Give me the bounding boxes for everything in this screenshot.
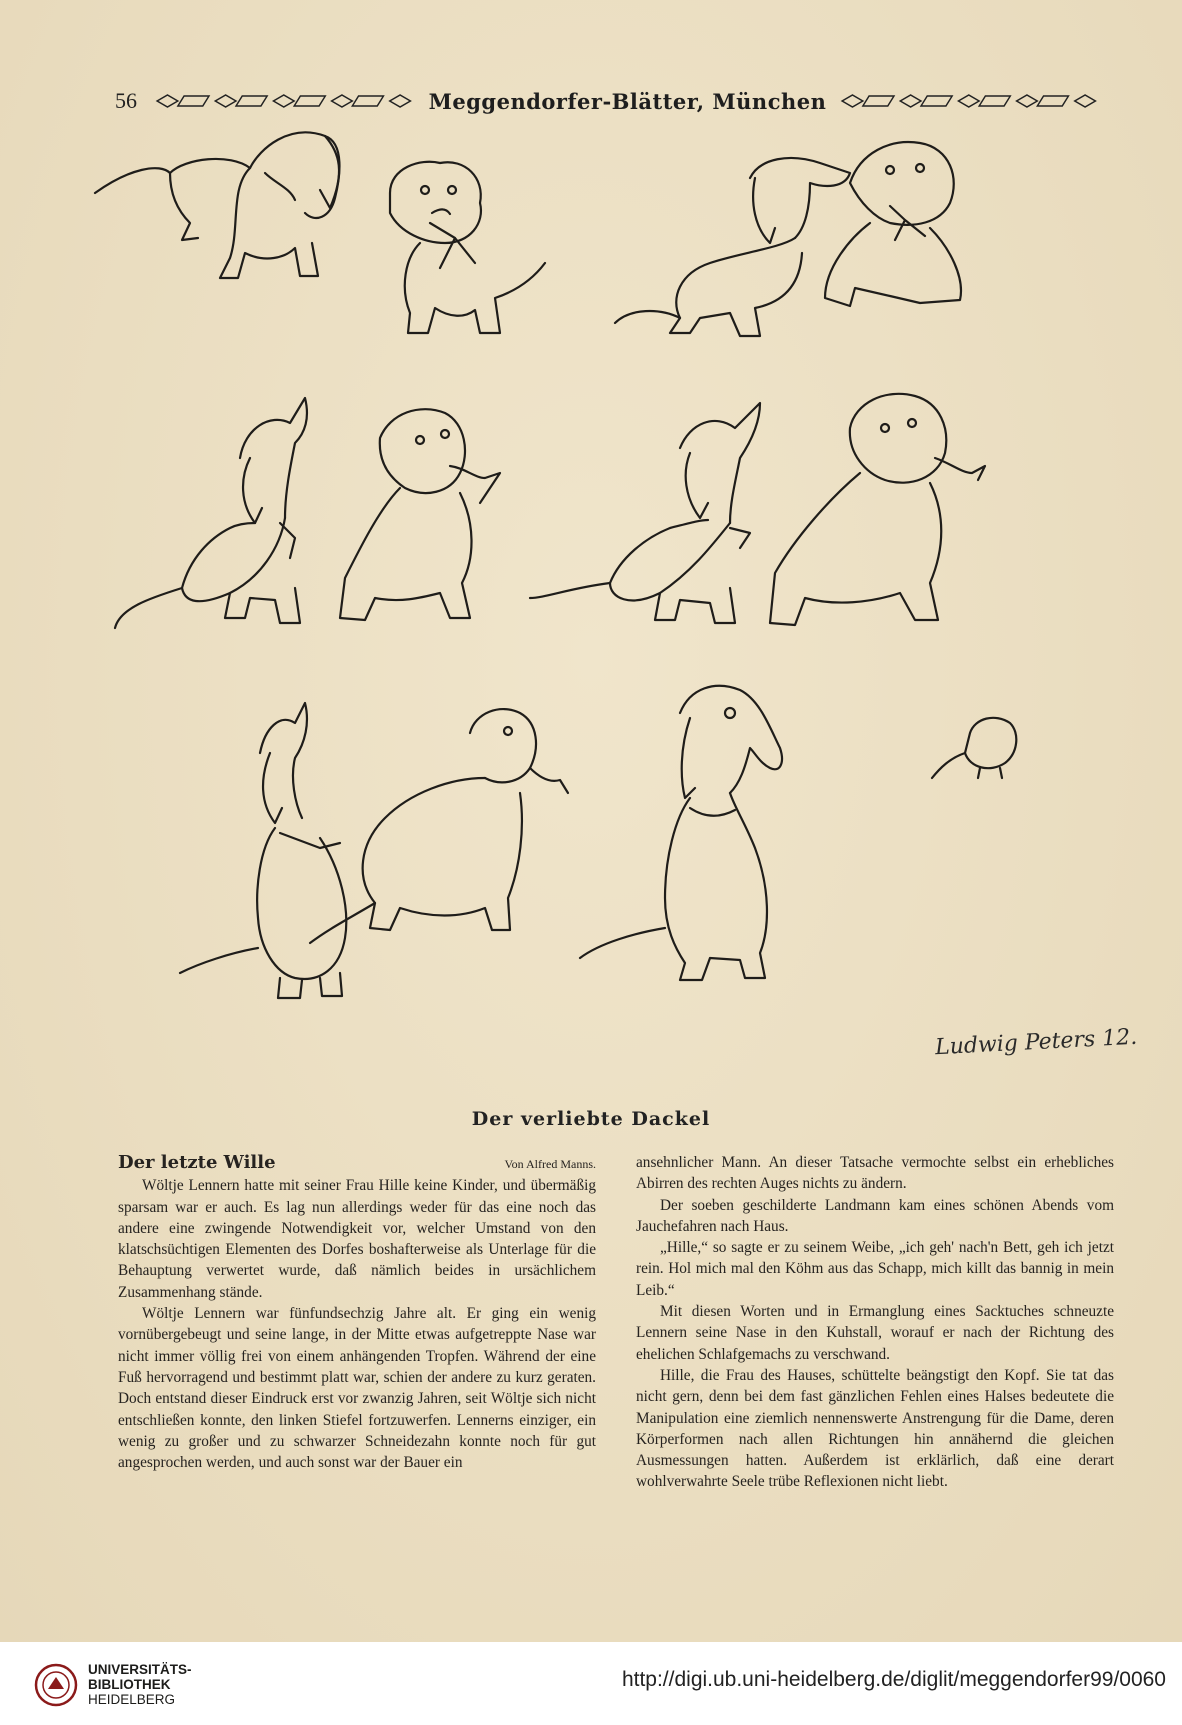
dachshund-and-spaniel-meeting bbox=[615, 142, 961, 336]
dachshund-sad bbox=[580, 686, 782, 980]
page-header bbox=[115, 84, 1100, 118]
paragraph: ansehnlicher Mann. An dieser Tatsache vermochte selbst ein erhebliches Abirren des rechten Auges nichts zu ändern. bbox=[636, 1154, 1114, 1193]
dachshund-begging-right bbox=[530, 403, 760, 623]
article-byline: Von Alfred Manns. bbox=[504, 1157, 596, 1171]
header-ornament-left bbox=[155, 92, 415, 110]
spaniel-large-right bbox=[770, 394, 985, 625]
spaniel-looking-up-left bbox=[340, 409, 500, 620]
spaniel-sitting bbox=[390, 162, 545, 333]
library-name bbox=[88, 1662, 192, 1707]
university-library-logo[interactable] bbox=[34, 1662, 192, 1707]
article-column-right bbox=[636, 1152, 1114, 1493]
magazine-title: Meggendorfer-Blätter, München bbox=[428, 88, 827, 114]
artist-signature: Ludwig Peters 12. bbox=[934, 1024, 1138, 1061]
paragraph: Wöltje Lennern war fünfundsechzig Jahre alt. Er ging ein wenig vornübergebeugt und seine lange, in der Mitte etwas aufgetreppte Nase war nicht immer völlig frei von einem anhängenden Tropfen. Während der eine Fuß hervorragend und bestimmt platt war, schien der andere zu kurz geraten. Doch entstand dieser Eindruck erst vor zwanzig Jahren, seit Wöltje sich nicht entschließen konnte, den linken Stiefel fortzuwerfen. Lennerns einziger, ein wenig zu großer und zu schwarzer Schneidezahn konnte noch für gut angesprochen werden, und auch sonst war der Bauer ein bbox=[118, 1305, 596, 1472]
tiny-spaniel-far bbox=[932, 718, 1016, 778]
paragraph: Wöltje Lennern hatte mit seiner Frau Hille keine Kinder, und übermäßig sparsam war er auch. Es lag nun allerdings weder für das eine noch das andere eine zwingende Notwendigkeit vor, welcher Umstand von den klatschsüchtigen Elementen des Dorfes boshafterweise als Unterlage für die Behauptung verwertet wurde, daß nämlich beides in ursächlichem Zusammenhang stände. bbox=[118, 1177, 596, 1301]
logo-line: HEIDELBERG bbox=[88, 1692, 176, 1707]
illustration-caption: Der verliebte Dackel bbox=[471, 1108, 711, 1130]
article-title: Der letzte Wille bbox=[118, 1152, 276, 1173]
header-ornament-right bbox=[840, 92, 1100, 110]
source-url-link[interactable]: http://digi.ub.uni-heidelberg.de/diglit/meggendorfer99/0060 bbox=[621, 1668, 1166, 1691]
paragraph: Hille, die Frau des Hauses, schüttelte beängstigt den Kopf. Sie tat das nicht gern, denn bei dem fast gänzlichen Fehlen eines Halses bedeutete die Manipulation eine ziemlich nennenswerte Anstrengung für die Dame, deren Körperformen nach allen Richtungen hin annähernd die gleichen Ausmessungen hatten. Außerdem ist erklärlich, daß eine derart wohlverwahrte Seele trübe Reflexionen nicht liebt. bbox=[636, 1366, 1114, 1491]
paragraph: „Hille,“ so sagte er zu seinem Weibe, „ich geh' nach'n Bett, geh ich jetzt rein. Hol mich mal den Köhm aus das Schapp, mich killt das bannig in mein Leib.“ bbox=[636, 1239, 1114, 1299]
logo-line: UNIVERSITÄTS- bbox=[88, 1662, 192, 1677]
library-seal-icon bbox=[34, 1663, 78, 1707]
library-footer bbox=[0, 1642, 1182, 1725]
page-number: 56 bbox=[115, 88, 137, 113]
paragraph: Der soeben geschilderte Landmann kam eines schönen Abends vom Jauchefahren nach Haus. bbox=[636, 1196, 1114, 1235]
logo-line: BIBLIOTHEK bbox=[88, 1677, 171, 1692]
dachshund-standing bbox=[95, 132, 339, 278]
spaniel-walking bbox=[310, 709, 568, 943]
dachshund-upright bbox=[180, 703, 346, 998]
paragraph: Mit diesen Worten und in Ermanglung eines Sacktuches schneuzte Lennern seine Nase in den Kuhstall, worauf er nach der Richtung des ehelichen Schlafgemachs zu verschwand. bbox=[636, 1303, 1114, 1363]
article-title-row bbox=[118, 1152, 596, 1175]
dog-illustration bbox=[90, 128, 1100, 1088]
dachshund-begging-left bbox=[115, 398, 307, 628]
article-column-left bbox=[118, 1152, 596, 1473]
